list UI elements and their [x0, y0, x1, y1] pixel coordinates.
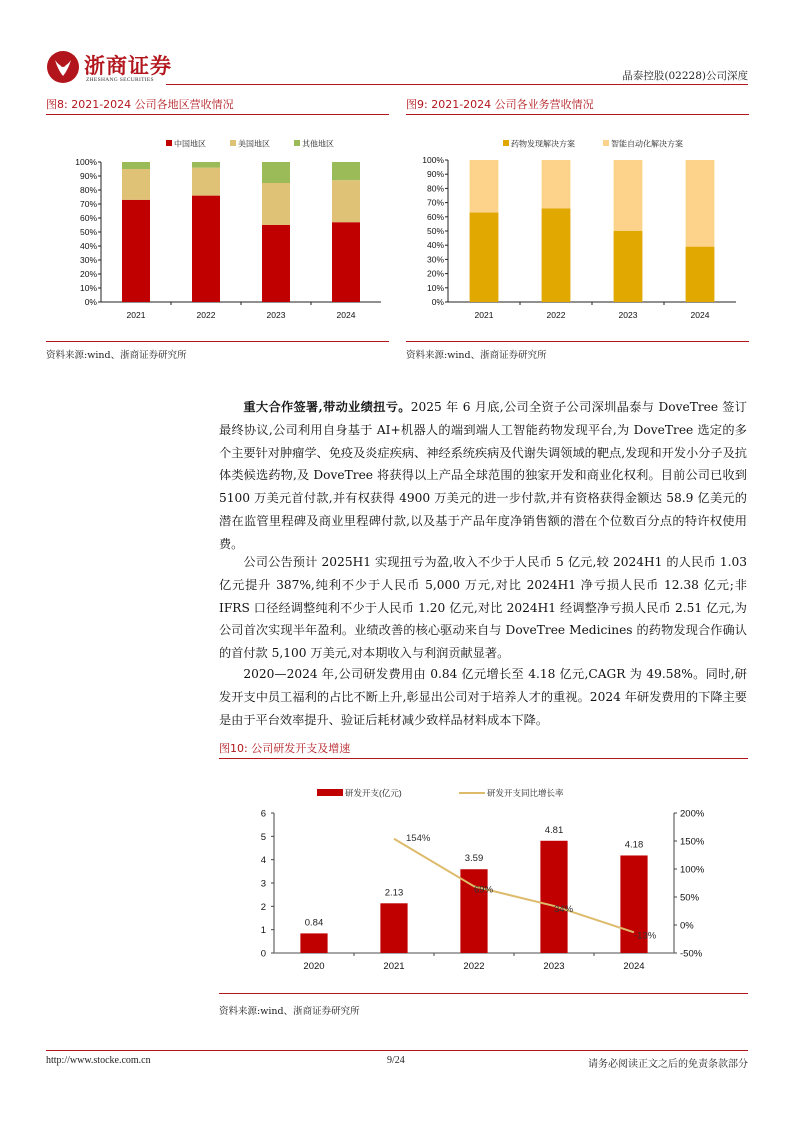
x-tick-label: 2021 [383, 961, 405, 972]
y-tick-label: 50% [426, 226, 444, 236]
y-tick-label: 10% [79, 283, 97, 293]
bar-segment [614, 231, 643, 302]
x-tick-label: 2022 [463, 961, 485, 972]
rd-bar-label: 3.59 [464, 853, 484, 865]
y-tick-label: 2 [260, 901, 266, 913]
x-tick-label: 2020 [303, 961, 325, 972]
rd-bar-label: 4.18 [624, 839, 644, 851]
legend-label: 美国地区 [238, 139, 270, 149]
bar-segment [122, 162, 150, 169]
y-tick-label: 90% [426, 169, 444, 180]
legend-label: 中国地区 [174, 139, 206, 149]
fig9-source: 资料来源:wind、浙商证券研究所 [406, 350, 547, 361]
y-tick-label: 90% [79, 171, 97, 181]
page-number: 9/24 [387, 1055, 405, 1066]
rd-bar [300, 933, 327, 953]
growth-line [394, 839, 634, 933]
y-tick-label: 20% [426, 268, 444, 279]
x-tick-label: 2024 [336, 310, 356, 320]
y-tick-label: 80% [79, 185, 97, 195]
logo-cn: 浙商证券 [84, 54, 172, 78]
y-tick-label: 60% [426, 211, 444, 222]
fig10-bottom-rule [219, 993, 748, 994]
bar-segment [262, 162, 290, 183]
paragraph-cooperation [219, 396, 747, 556]
y-tick-label: 0% [84, 297, 97, 307]
y-tick-label: 10% [426, 282, 444, 293]
y2-tick-label: 0% [680, 920, 694, 932]
legend-swatch [230, 140, 236, 146]
bar-segment [192, 196, 220, 302]
bar-segment [332, 222, 360, 302]
legend-label: 药物发现解决方案 [511, 139, 575, 149]
bar-segment [192, 162, 220, 168]
fig9-title-rule [406, 114, 749, 115]
y2-tick-label: 200% [680, 808, 705, 820]
bar-segment [262, 225, 290, 302]
bar-segment [542, 160, 571, 208]
bar-segment [614, 160, 643, 231]
x-tick-label: 2023 [266, 310, 286, 320]
y-tick-label: 40% [79, 241, 97, 251]
x-tick-label: 2022 [546, 310, 566, 320]
rd-bar-label: 2.13 [384, 887, 404, 899]
y-tick-label: 1 [260, 925, 266, 937]
report-title: 晶泰控股(02228)公司深度 [622, 70, 748, 82]
paragraph-cooperation-text: 2025 年 6 月底,公司全资子公司深圳晶泰与 DoveTree 签订最终协议,公司利用自身基于 AI+机器人的端到端人工智能药物发现平台,为 DoveTree 选定的多个主要针对肿瘤学、免疫及炎症疾病、神经系统疾病及代谢失调领域的靶点,发现和开发小分子及抗体类候选药物,及 DoveTree 将获得以上产品全球范围的独家开发和商业化权利。目前公司已收到 5100 万美元首付款,并有权获得 4900 万美元的进一步付款,并有资格获得金额达 58.9 亿美元的潜在监管里程碑及商业里程碑付款,以及基于产品年度净销售额的潜在个位数百分点的特许权使用费。 [219, 400, 747, 551]
x-tick-label: 2023 [543, 961, 565, 972]
rd-bar-label: 4.81 [544, 824, 564, 836]
bar-segment [122, 200, 150, 302]
x-tick-label: 2021 [474, 310, 494, 320]
bar-segment [332, 180, 360, 222]
legend-swatch [603, 140, 609, 146]
legend-label: 研发开支同比增长率 [487, 788, 564, 798]
y-tick-label: 4 [260, 855, 266, 867]
y2-tick-label: 50% [680, 892, 700, 904]
x-tick-label: 2023 [618, 310, 638, 320]
logo-emblem-icon [46, 50, 80, 84]
y-tick-label: 30% [426, 254, 444, 265]
y-tick-label: 30% [79, 255, 97, 265]
fig9-chart [400, 130, 750, 325]
y-tick-label: 80% [426, 183, 444, 194]
y-tick-label: 5 [260, 831, 266, 843]
bar-segment [686, 160, 715, 247]
y-tick-label: 0% [431, 297, 444, 307]
y2-tick-label: 100% [680, 864, 705, 876]
fig8-title: 图8: 2021-2024 公司各地区营收情况 [46, 98, 234, 111]
legend-label: 研发开支(亿元) [345, 788, 402, 798]
footer-disclaimer: 请务必阅读正文之后的免责条款部分 [588, 1059, 748, 1070]
growth-label: -13% [634, 930, 657, 942]
y-tick-label: 70% [79, 199, 97, 209]
y-tick-label: 60% [79, 213, 97, 223]
footer-divider [46, 1050, 748, 1051]
y-tick-label: 40% [426, 240, 444, 251]
y-tick-label: 50% [79, 227, 97, 237]
bar-segment [686, 247, 715, 302]
legend-label: 智能自动化解决方案 [611, 139, 683, 149]
legend-swatch [294, 140, 300, 146]
header-divider [166, 84, 748, 85]
fig10-title: 图10: 公司研发开支及增速 [219, 742, 351, 755]
bar-segment [470, 213, 499, 302]
y2-tick-label: 150% [680, 836, 705, 848]
legend-swatch [503, 140, 509, 146]
footer-url[interactable]: http://www.stocke.com.cn [46, 1055, 151, 1066]
logo-en: ZHESHANG SECURITIES [86, 77, 154, 83]
x-tick-label: 2021 [126, 310, 146, 320]
fig10-source: 资料来源:wind、浙商证券研究所 [219, 1006, 360, 1017]
paragraph-cooperation-lead: 重大合作签署,带动业绩扭亏。 [243, 400, 411, 414]
bar-segment [192, 168, 220, 196]
paragraph-h1-forecast: 公司公告预计 2025H1 实现扭亏为盈,收入不少于人民币 5 亿元,较 2024H1 的人民币 1.03 亿元提升 387%,纯利不少于人民币 5,000 万元,对比 2024H1 净亏损人民币 12.38 亿元;非 IFRS 口径经调整纯利不少于人民币 1.20 亿元,对比 2024H1 经调整净亏损人民币 2.51 亿元,为公司首次实现半年盈利。业绩改善的核心驱动来自与 DoveTree Medicines 的药物发现合作确认的首付款 5,100 万美元,对本期收入与利润贡献显著。 [219, 555, 747, 661]
legend-swatch-bar [317, 789, 343, 796]
bar-segment [332, 162, 360, 180]
y-tick-label: 6 [260, 808, 266, 820]
y-tick-label: 3 [260, 878, 266, 890]
bar-segment [542, 208, 571, 302]
legend-label: 其他地区 [302, 139, 334, 149]
rd-bar-label: 0.84 [304, 917, 324, 929]
fig9-title: 图9: 2021-2024 公司各业务营收情况 [406, 98, 594, 111]
y-tick-label: 100% [422, 155, 444, 165]
x-tick-label: 2024 [623, 961, 645, 972]
x-tick-label: 2022 [196, 310, 216, 320]
bar-segment [122, 169, 150, 200]
fig8-chart [46, 130, 391, 325]
growth-label: 69% [474, 884, 494, 896]
y-tick-label: 70% [426, 197, 444, 208]
fig8-title-rule [46, 114, 389, 115]
y-tick-label: 20% [79, 269, 97, 279]
rd-bar [540, 841, 567, 953]
growth-label: 34% [554, 903, 574, 915]
paragraph-rd-expense: 2020—2024 年,公司研发费用由 0.84 亿元增长至 4.18 亿元,CAGR 为 49.58%。同时,研发开支中员工福利的占比不断上升,彰显出公司对于培养人才的重视。2024 年研发费用的下降主要是由于平台效率提升、验证后耗材减少致样品材料成本下降。 [219, 667, 747, 727]
growth-label: 154% [406, 832, 431, 844]
fig9-bottom-rule [406, 341, 749, 342]
fig8-bottom-rule [46, 341, 389, 342]
bar-segment [470, 160, 499, 213]
rd-bar [380, 903, 407, 953]
fig8-source: 资料来源:wind、浙商证券研究所 [46, 350, 187, 361]
fig10-title-rule [219, 758, 748, 759]
bar-segment [262, 183, 290, 225]
y-tick-label: 100% [75, 157, 97, 167]
x-tick-label: 2024 [690, 310, 710, 320]
zheshang-logo [46, 50, 176, 86]
legend-swatch [166, 140, 172, 146]
y2-tick-label: -50% [680, 948, 703, 960]
fig10-chart [219, 775, 748, 980]
y-tick-label: 0 [260, 948, 266, 960]
